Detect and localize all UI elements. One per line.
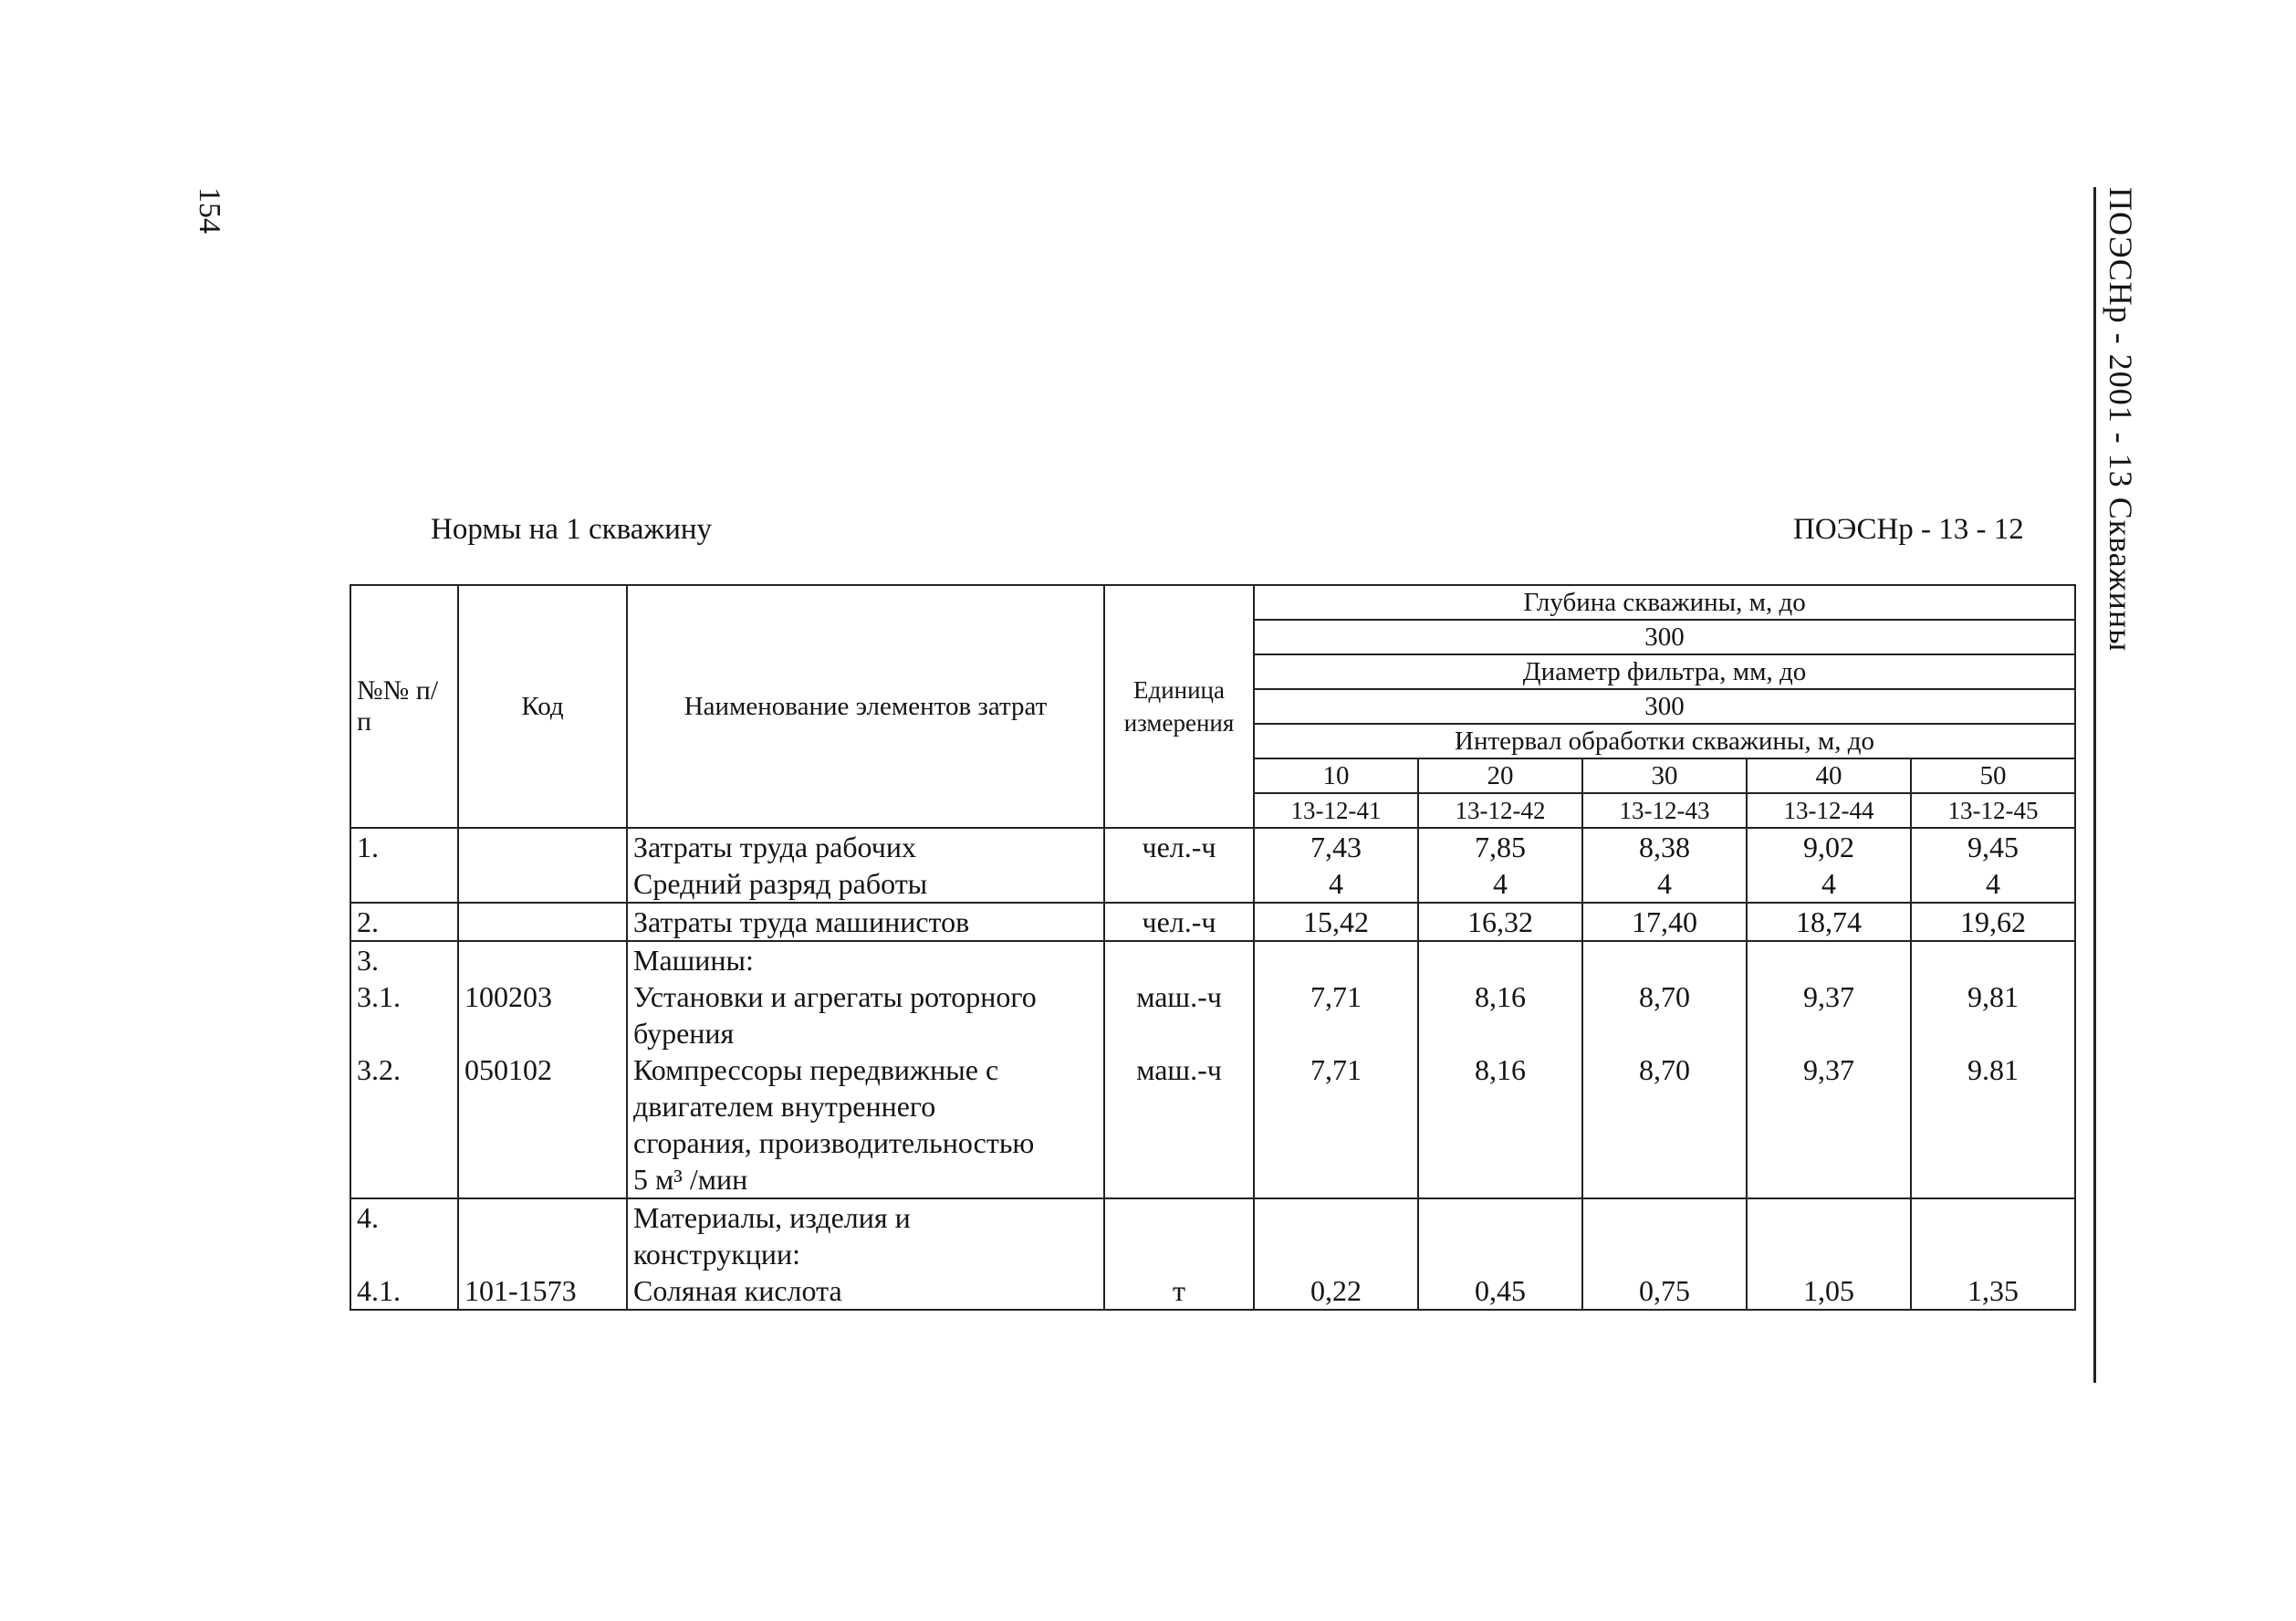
- row-code-line: [464, 1199, 621, 1236]
- row-unit-line: [1111, 1199, 1247, 1236]
- table-body: [350, 828, 2075, 1310]
- row-value-line: 8,16: [1475, 980, 1526, 1013]
- row-value: [1418, 903, 1582, 941]
- row-name-line: Затраты труда машинистов: [633, 905, 970, 938]
- row-value-line: [1917, 1161, 2069, 1197]
- row-value-line: [1589, 1236, 1740, 1272]
- row-number-line: 2.: [357, 905, 379, 938]
- row-code: [458, 941, 627, 1198]
- row-value: [1582, 903, 1747, 941]
- row-value-line: [1753, 1236, 1905, 1272]
- row-value-line: 19,62: [1960, 905, 2027, 938]
- row-value: [1911, 903, 2075, 941]
- row-name: [627, 903, 1104, 941]
- row-number: [350, 828, 458, 903]
- row-value-line: 16,32: [1467, 905, 1533, 938]
- row-value-line: [1917, 1088, 2069, 1124]
- row-value-line: [1260, 1015, 1412, 1051]
- row-value: [1582, 1198, 1747, 1310]
- row-value-line: [1589, 1161, 1740, 1197]
- row-value: [1747, 903, 1911, 941]
- row-number-line: [357, 1124, 452, 1161]
- row-code-line: [464, 1088, 621, 1124]
- row-code-line: 101-1573: [464, 1274, 577, 1307]
- row-value-line: [1917, 1015, 2069, 1051]
- header-interval-3: 40: [1747, 758, 1911, 793]
- page-number: 154: [193, 187, 226, 234]
- row-name: [627, 941, 1104, 1198]
- header-interval-label: Интервал обработки скважины, м, до: [1254, 724, 2075, 758]
- row-value-line: [1589, 1015, 1740, 1051]
- row-value-line: [1425, 1236, 1576, 1272]
- row-value-line: [1589, 1088, 1740, 1124]
- row-unit-line: маш.-ч: [1136, 1053, 1222, 1086]
- header-norm-code-2: 13-12-43: [1582, 793, 1747, 828]
- row-name-line: сгорания, производительностью: [633, 1126, 1035, 1159]
- row-value-line: 8,16: [1475, 1053, 1526, 1086]
- row-code: [458, 828, 627, 903]
- row-number-line: [357, 1161, 452, 1197]
- row-value: [1582, 941, 1747, 1198]
- row-value-line: 0,22: [1310, 1274, 1362, 1307]
- row-value-line: [1589, 1199, 1740, 1236]
- row-value: [1747, 1198, 1911, 1310]
- row-unit-line: [1111, 1088, 1247, 1124]
- row-number: [350, 903, 458, 941]
- row-unit: [1104, 903, 1254, 941]
- header-norm-code-1: 13-12-42: [1418, 793, 1582, 828]
- row-name-line: Затраты труда рабочих: [633, 831, 916, 863]
- row-value-line: [1425, 1124, 1576, 1161]
- row-value-line: 0,45: [1475, 1274, 1526, 1307]
- table-row: [350, 941, 2075, 1198]
- row-number-line: [357, 1015, 452, 1051]
- row-value-line: 15,42: [1303, 905, 1369, 938]
- row-value-line: 9,81: [1967, 980, 2019, 1013]
- row-name-line: Средний разряд работы: [633, 867, 928, 900]
- row-value-line: [1260, 1236, 1412, 1272]
- row-number-line: 3.2.: [357, 1053, 401, 1086]
- row-value-line: [1917, 942, 2069, 978]
- row-code-line: [464, 1236, 621, 1272]
- row-value-line: 9,45: [1967, 831, 2019, 863]
- row-code-line: 050102: [464, 1053, 552, 1086]
- row-value-line: 18,74: [1796, 905, 1862, 938]
- header-interval-0: 10: [1254, 758, 1418, 793]
- row-value-line: 4: [1493, 867, 1508, 900]
- row-value-line: [1589, 942, 1740, 978]
- row-value-line: 8,70: [1639, 980, 1690, 1013]
- row-value: [1254, 903, 1418, 941]
- table-code: ПОЭСНр - 13 - 12: [1793, 513, 2024, 546]
- row-number-line: [357, 1236, 452, 1272]
- row-value-line: 9,37: [1803, 1053, 1854, 1086]
- header-norm-code-4: 13-12-45: [1911, 793, 2075, 828]
- row-value-line: [1753, 1199, 1905, 1236]
- row-number-line: 4.: [357, 1201, 379, 1234]
- row-number: [350, 1198, 458, 1310]
- header-interval-2: 30: [1582, 758, 1747, 793]
- table-caption: Нормы на 1 скважину: [431, 513, 713, 546]
- row-value-line: [1753, 1015, 1905, 1051]
- row-number-line: 1.: [357, 831, 379, 863]
- row-name-line: двигателем внутреннего: [633, 1090, 936, 1123]
- row-value-line: [1917, 1124, 2069, 1161]
- row-value: [1582, 828, 1747, 903]
- row-name-line: Соляная кислота: [633, 1274, 842, 1307]
- row-value-line: 9.81: [1967, 1053, 2019, 1086]
- row-value-line: [1260, 1124, 1412, 1161]
- row-unit: [1104, 828, 1254, 903]
- row-value-line: [1917, 1236, 2069, 1272]
- row-unit: [1104, 941, 1254, 1198]
- row-value-line: 8,70: [1639, 1053, 1690, 1086]
- row-unit-line: чел.-ч: [1142, 831, 1216, 863]
- row-unit-line: [1111, 1236, 1247, 1272]
- row-value-line: [1917, 1199, 2069, 1236]
- row-number-line: 4.1.: [357, 1274, 401, 1307]
- header-interval-1: 20: [1418, 758, 1582, 793]
- row-value-line: 1,35: [1967, 1274, 2019, 1307]
- row-value-line: [1425, 1088, 1576, 1124]
- row-name-line: Машины:: [633, 944, 754, 977]
- row-code-line: [464, 904, 621, 940]
- row-code: [458, 1198, 627, 1310]
- side-header-rule: [2093, 187, 2096, 1383]
- row-value-line: [1260, 1199, 1412, 1236]
- header-interval-4: 50: [1911, 758, 2075, 793]
- row-number-line: 3.1.: [357, 980, 401, 1013]
- row-value: [1747, 828, 1911, 903]
- row-name: [627, 1198, 1104, 1310]
- row-unit-line: т: [1173, 1274, 1185, 1307]
- header-depth-label: Глубина скважины, м, до: [1254, 585, 2075, 620]
- norms-table: [350, 584, 2076, 1311]
- header-norm-code-3: 13-12-44: [1747, 793, 1911, 828]
- row-value-line: [1260, 1088, 1412, 1124]
- row-name-line: Установки и агрегаты роторного: [633, 980, 1037, 1013]
- row-value-line: [1753, 1088, 1905, 1124]
- row-number: [350, 941, 458, 1198]
- row-value-line: [1425, 1161, 1576, 1197]
- header-depth-value: 300: [1254, 620, 2075, 654]
- header-name: Наименование элементов затрат: [627, 585, 1104, 828]
- row-value-line: [1425, 1199, 1576, 1236]
- row-code-line: [464, 1124, 621, 1161]
- row-code-line: [464, 1015, 621, 1051]
- row-number-line: 3.: [357, 944, 379, 977]
- row-value-line: 7,71: [1310, 1053, 1362, 1086]
- row-value-line: 0,75: [1639, 1274, 1690, 1307]
- row-unit-line: маш.-ч: [1136, 980, 1222, 1013]
- row-value-line: 7,43: [1310, 831, 1362, 863]
- row-value: [1418, 1198, 1582, 1310]
- header-diameter-value: 300: [1254, 689, 2075, 724]
- row-value: [1911, 828, 2075, 903]
- row-value-line: [1753, 1124, 1905, 1161]
- row-code: [458, 903, 627, 941]
- table-row: [350, 903, 2075, 941]
- row-value-line: 7,71: [1310, 980, 1362, 1013]
- row-unit-line: [1111, 1124, 1247, 1161]
- header-num: №№ п/п: [350, 585, 458, 828]
- row-value-line: 7,85: [1475, 831, 1526, 863]
- row-value-line: [1260, 1161, 1412, 1197]
- table-row: [350, 1198, 2075, 1310]
- row-value-line: 17,40: [1632, 905, 1697, 938]
- row-value: [1254, 941, 1418, 1198]
- row-value: [1418, 828, 1582, 903]
- row-value: [1418, 941, 1582, 1198]
- row-value-line: 9,37: [1803, 980, 1854, 1013]
- row-value-line: [1589, 1124, 1740, 1161]
- row-unit-line: [1111, 1015, 1247, 1051]
- row-value-line: 9,02: [1803, 831, 1854, 863]
- row-name-line: бурения: [633, 1017, 735, 1050]
- row-name-line: Компрессоры передвижные с: [633, 1053, 999, 1086]
- row-value: [1254, 828, 1418, 903]
- header-unit: Единица измерения: [1104, 585, 1254, 828]
- row-value-line: [1260, 942, 1412, 978]
- row-value-line: [1753, 1161, 1905, 1197]
- row-value-line: 1,05: [1803, 1274, 1854, 1307]
- row-value-line: 4: [1329, 867, 1343, 900]
- row-name-line: конструкции:: [633, 1238, 801, 1271]
- row-unit-line: [1111, 1161, 1247, 1197]
- row-value: [1747, 941, 1911, 1198]
- row-value-line: [1425, 1015, 1576, 1051]
- header-code: Код: [458, 585, 627, 828]
- row-code-line: [464, 942, 621, 978]
- table-row: [350, 828, 2075, 903]
- row-code-line: 100203: [464, 980, 552, 1013]
- row-code-line: [464, 1161, 621, 1197]
- row-unit-line: [1111, 942, 1247, 978]
- row-value-line: 4: [1821, 867, 1836, 900]
- row-value-line: [1425, 942, 1576, 978]
- row-value-line: 8,38: [1639, 831, 1690, 863]
- row-code-line: [464, 829, 621, 865]
- row-value: [1254, 1198, 1418, 1310]
- row-name: [627, 828, 1104, 903]
- row-unit: [1104, 1198, 1254, 1310]
- header-diameter-label: Диаметр фильтра, мм, до: [1254, 654, 2075, 689]
- row-value-line: [1753, 942, 1905, 978]
- row-name-line: Материалы, изделия и: [633, 1201, 911, 1234]
- header-norm-code-0: 13-12-41: [1254, 793, 1418, 828]
- row-value-line: 4: [1986, 867, 2001, 900]
- row-number-line: [357, 1088, 452, 1124]
- side-header: ПОЭСНр - 2001 - 13 Скважины: [2103, 187, 2139, 653]
- table-header: [350, 585, 2075, 828]
- row-value-line: 4: [1657, 867, 1672, 900]
- row-name-line: 5 м³ /мин: [633, 1163, 748, 1196]
- row-value: [1911, 941, 2075, 1198]
- row-unit-line: чел.-ч: [1142, 905, 1216, 938]
- row-value: [1911, 1198, 2075, 1310]
